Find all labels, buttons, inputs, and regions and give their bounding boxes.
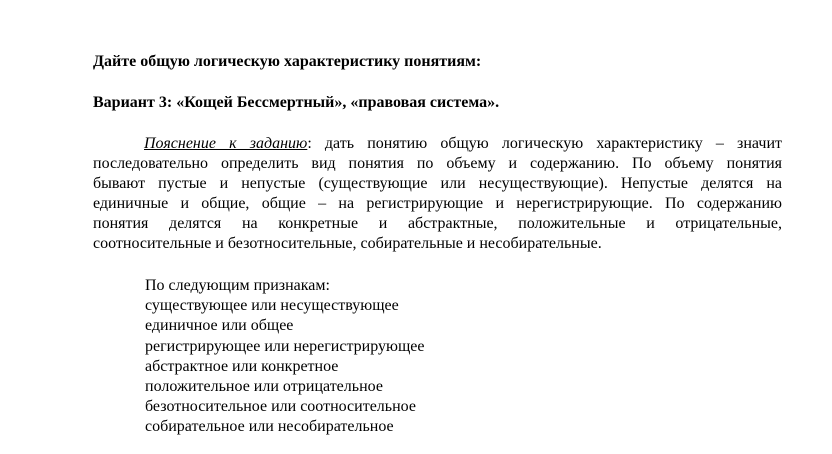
criteria-item: безотносительное или соотносительное — [145, 398, 416, 416]
variant-heading: Вариант 3: «Кощей Бессмертный», «правовая система». — [93, 94, 500, 111]
explanation-line-5: понятия делятся на конкретные и абстрактные, положительные и отрицательные, — [93, 215, 782, 232]
explanation-line-2: последовательно определить вид понятия по объему и содержанию. По объему понятия — [93, 155, 782, 172]
criteria-item: единичное или общее — [145, 317, 294, 335]
criteria-item: существующее или несуществующее — [145, 297, 399, 315]
criteria-item: собирательное или несобирательное — [145, 418, 394, 436]
explanation-line-3: бывают пустые и непустые (существующие или несуществующие). Непустые делятся на — [93, 175, 782, 192]
explanation-paragraph — [93, 134, 782, 254]
criteria-intro: По следующим признакам: — [145, 277, 330, 294]
explanation-line-6: соотносительные и безотносительные, собирательные и несобирательные. — [93, 235, 602, 252]
explanation-label: Пояснение к заданию — [144, 135, 308, 152]
criteria-item: регистрирующее или нерегистрирующее — [145, 337, 425, 355]
explanation-line-4: единичные и общие, общие – на регистрирующие и нерегистрирующие. По содержанию — [93, 195, 782, 212]
criteria-item: положительное или отрицательное — [145, 378, 383, 396]
explanation-line-1-text: : дать понятию общую логическую характеристику – значит — [307, 135, 782, 152]
explanation-line-1 — [93, 134, 782, 154]
task-heading: Дайте общую логическую характеристику понятиям: — [93, 53, 482, 70]
criteria-list — [145, 276, 424, 438]
criteria-item: абстрактное или конкретное — [145, 357, 339, 375]
